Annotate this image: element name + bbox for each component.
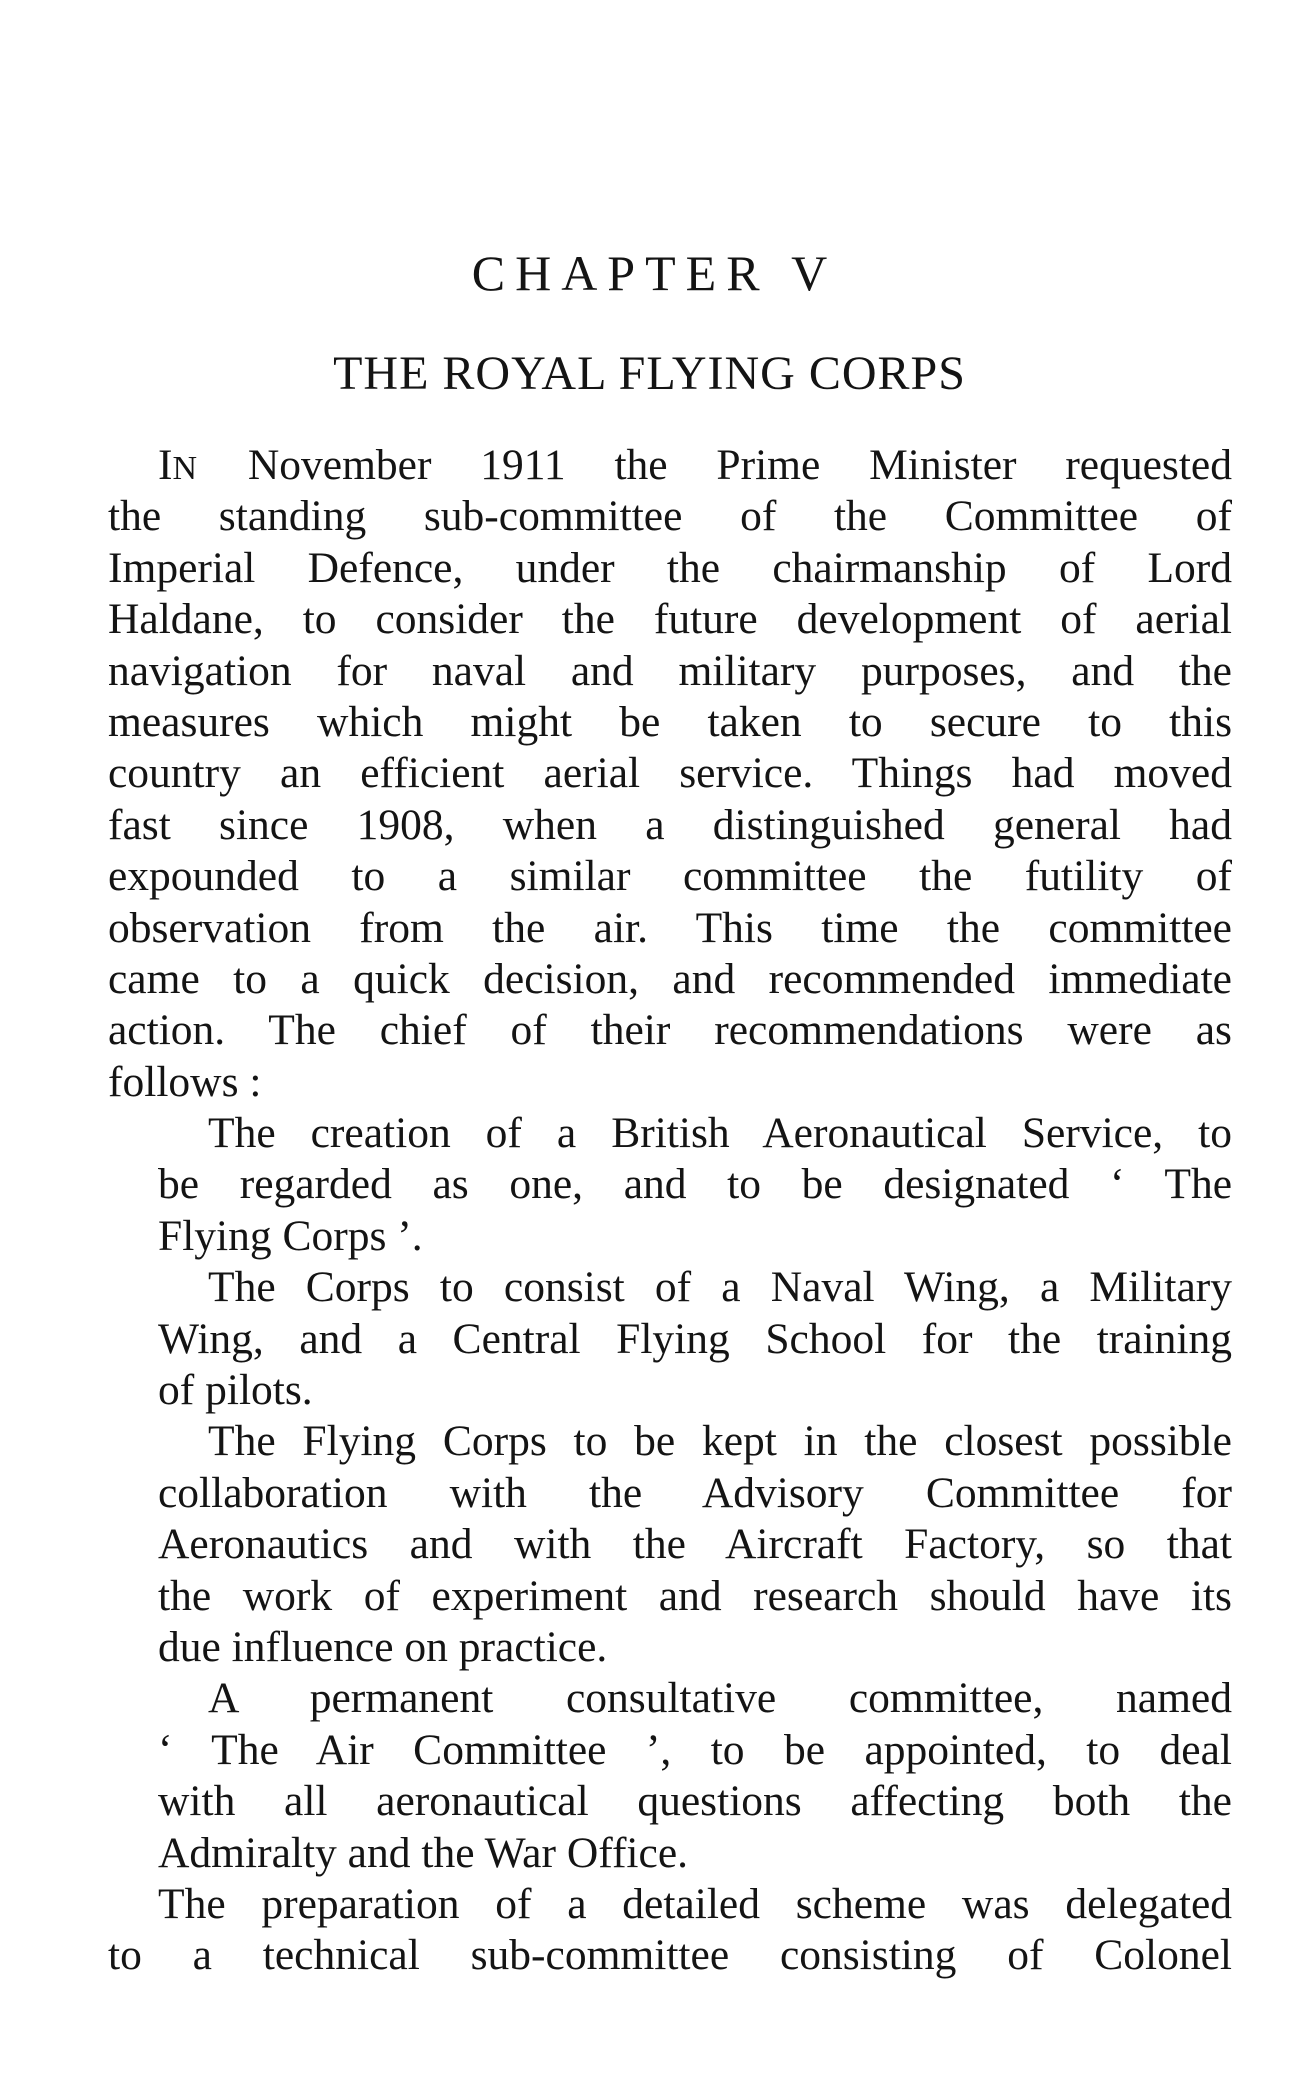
paragraph-line: came to a quick decision, and recommended immediate <box>108 954 1232 1003</box>
opening-small-caps: N <box>172 450 200 487</box>
recommendation-line: the work of experiment and research should have its <box>158 1571 1232 1620</box>
chapter-title: THE ROYAL FLYING CORPS <box>333 347 966 400</box>
recommendation-line: A permanent consultative committee, named <box>208 1674 1232 1723</box>
recommendation-line: The creation of a British Aeronautical Service, to <box>208 1109 1232 1158</box>
recommendation-item <box>108 1416 1232 1673</box>
paragraph-line: navigation for naval and military purposes, and the <box>108 646 1232 695</box>
paragraph-line: to a technical sub-committee consisting of Colonel <box>108 1931 1232 1980</box>
recommendation-line: The Corps to consist of a Naval Wing, a Military <box>208 1263 1232 1312</box>
opening-paragraph <box>108 440 1232 1108</box>
recommendation-item <box>108 1262 1232 1416</box>
paragraph-line: Imperial Defence, under the chairmanship of Lord <box>108 543 1232 592</box>
closing-paragraph <box>108 1879 1232 1982</box>
opening-initial: I <box>158 441 173 489</box>
paragraph-line <box>108 440 1232 491</box>
recommendation-line: due influence on practice. <box>158 1622 608 1671</box>
recommendation-line: of pilots. <box>158 1366 313 1415</box>
recommendation-line: Flying Corps ’. <box>158 1211 423 1260</box>
recommendation-line: Wing, and a Central Flying School for the training <box>158 1314 1232 1363</box>
paragraph-line-text: November 1911 the Prime Minister requested <box>199 441 1232 489</box>
recommendation-line: with all aeronautical questions affecting both the <box>158 1777 1232 1826</box>
paragraph-line: Haldane, to consider the future development of aerial <box>108 595 1232 644</box>
chapter-number: CHAPTER V <box>471 245 838 301</box>
recommendation-line: Aeronautics and with the Aircraft Factory, so that <box>158 1520 1232 1569</box>
paragraph-line: measures which might be taken to secure to this <box>108 697 1232 746</box>
paragraph-line: follows : <box>108 1057 262 1106</box>
paragraph-line: the standing sub-committee of the Committee of <box>108 492 1232 541</box>
recommendation-line: Admiralty and the War Office. <box>158 1828 689 1877</box>
recommendation-line: be regarded as one, and to be designated ‘ The <box>158 1160 1232 1209</box>
chapter-body <box>108 440 1232 1982</box>
recommendation-item <box>108 1108 1232 1262</box>
paragraph-line: fast since 1908, when a distinguished general had <box>108 800 1232 849</box>
paragraph-line: expounded to a similar committee the futility of <box>108 852 1232 901</box>
recommendation-item <box>108 1673 1232 1879</box>
recommendation-line: ‘ The Air Committee ’, to be appointed, to deal <box>158 1725 1232 1774</box>
recommendation-line: The Flying Corps to be kept in the closest possible <box>208 1417 1232 1466</box>
paragraph-line: The preparation of a detailed scheme was delegated <box>158 1879 1232 1928</box>
paragraph-line: country an efficient aerial service. Things had moved <box>108 749 1232 798</box>
paragraph-line: observation from the air. This time the committee <box>108 903 1232 952</box>
recommendation-line: collaboration with the Advisory Committee for <box>158 1468 1232 1517</box>
paragraph-line: action. The chief of their recommendations were as <box>108 1006 1232 1055</box>
